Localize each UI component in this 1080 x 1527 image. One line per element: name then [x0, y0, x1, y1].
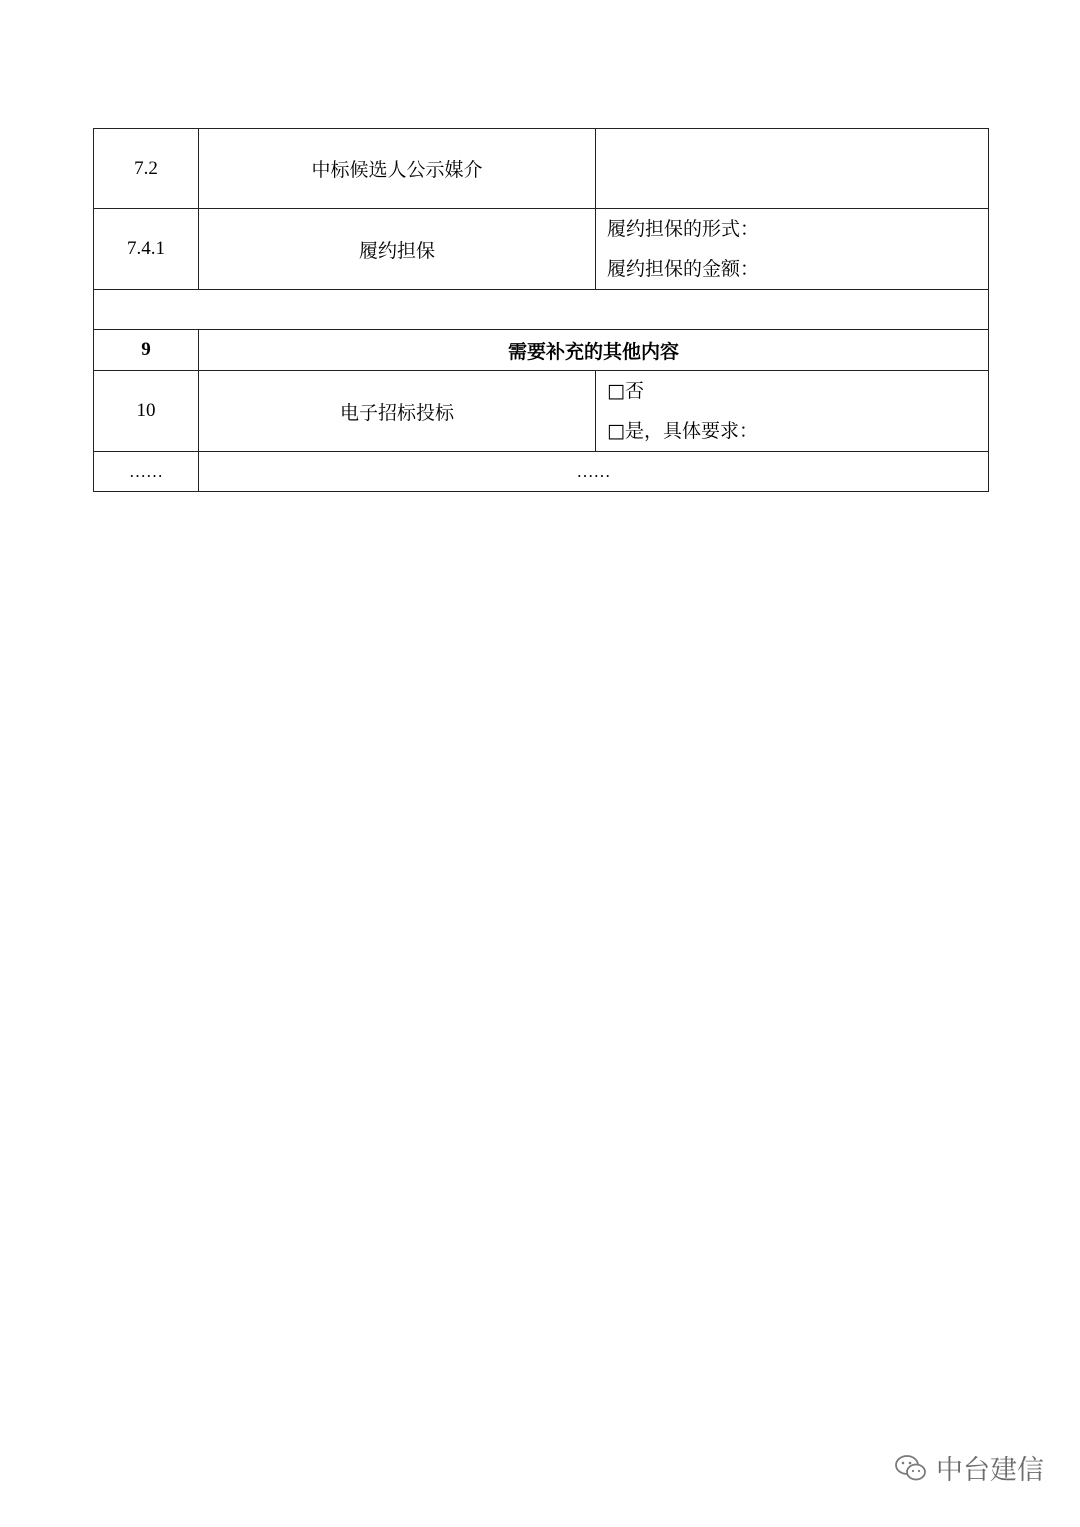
clause-name: 电子招标投标: [199, 371, 596, 452]
value-line: 履约担保的金额：: [607, 258, 760, 280]
clause-value: [596, 371, 989, 452]
watermark: [894, 1448, 1044, 1487]
clause-name: 中标候选人公示媒介: [199, 129, 596, 209]
clause-name: 需要补充的其他内容: [199, 330, 989, 371]
table-row: [94, 330, 989, 371]
empty-cell: [94, 290, 989, 330]
watermark-text: 中台建信: [936, 1455, 1044, 1486]
clause-number: 10: [94, 371, 199, 452]
table-row: [94, 371, 989, 452]
wechat-icon: [894, 1453, 928, 1483]
clause-value: [596, 209, 989, 290]
table-row: [94, 129, 989, 209]
table-row: [94, 209, 989, 290]
clause-number: 7.2: [94, 129, 199, 209]
ellipsis-cell: ……: [94, 452, 199, 492]
clause-value: [596, 129, 989, 209]
clause-number: 9: [94, 330, 199, 371]
option-no: □否: [607, 380, 644, 402]
clause-name: 履约担保: [199, 209, 596, 290]
bid-data-table: [93, 128, 989, 492]
clause-number: 7.4.1: [94, 209, 199, 290]
option-yes: □是，具体要求：: [607, 420, 758, 442]
table-row: [94, 452, 989, 492]
ellipsis-cell: ……: [199, 452, 989, 492]
value-line: 履约担保的形式：: [607, 218, 760, 240]
table-row-empty: [94, 290, 989, 330]
